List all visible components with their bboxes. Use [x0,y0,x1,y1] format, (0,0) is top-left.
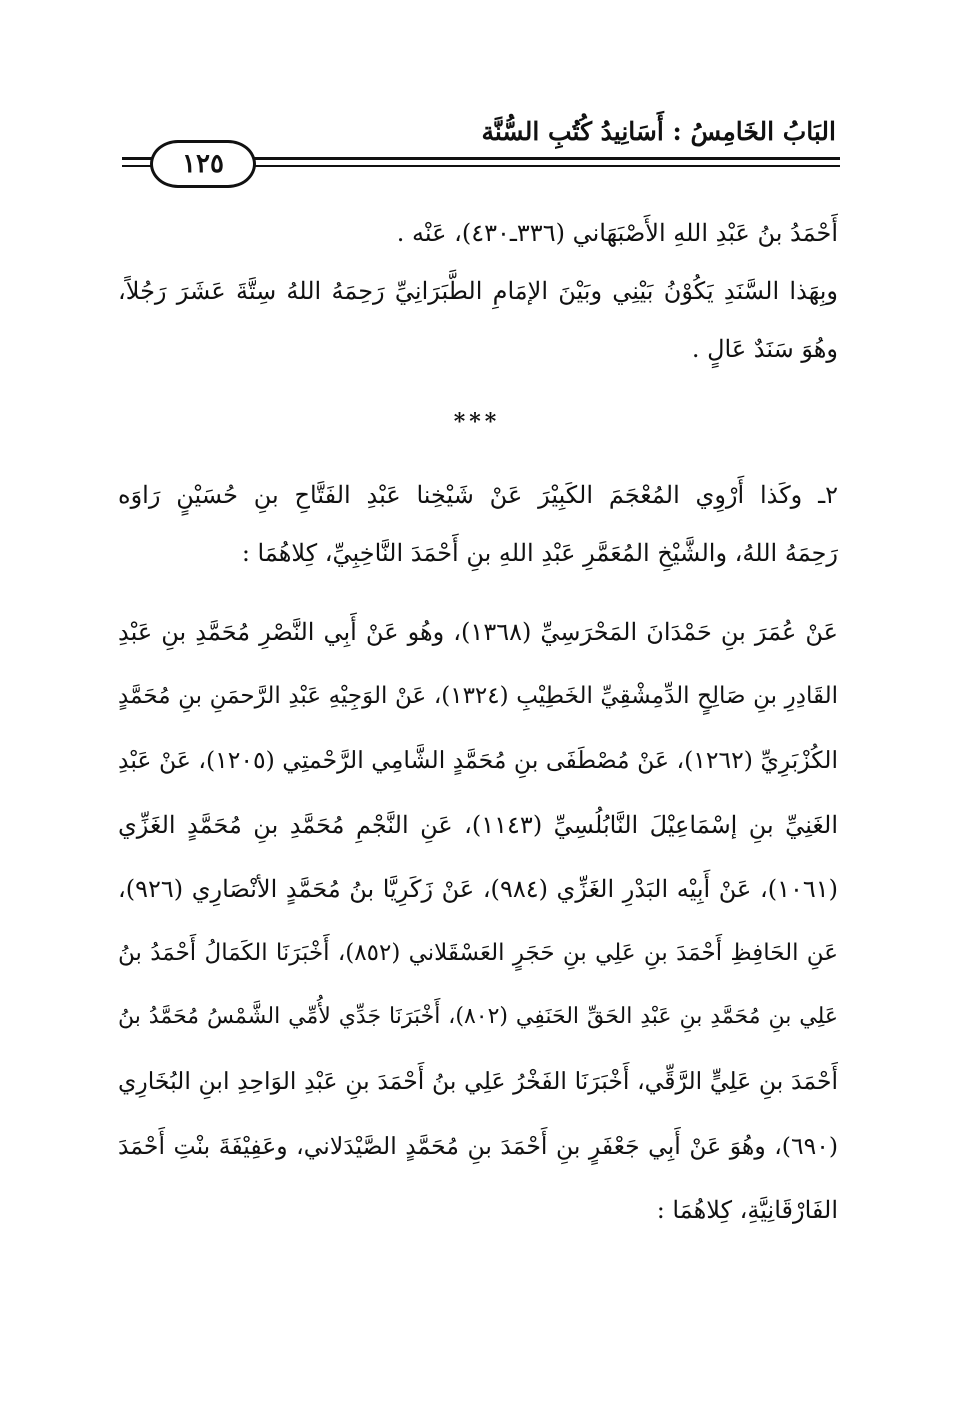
text-line: الفَارْقَانِيَّةِ، كِلاهُمَا : [656,1195,838,1224]
text-line: وبِهَذا السَّنَدِ يَكُوْنُ بَيْنِي وبَيْنَ الإمَامِ الطَّبَرَانِيِّ رَحِمَهُ اللهُ سِتَّةَ عَشَرَ رَجُلاً، [118,277,838,305]
text-line: الكُزْبَرِيِّ (١٢٦٢)، عَنْ مُصْطَفَى بنِ مُحَمَّدٍ الشَّامِي الرَّحْمتِي (١٢٠٥)، عَنْ عَبْدِ [118,746,838,775]
running-title: البَابُ الخَامِسُ : أَسَانِيدُ كُتُبِ السُّنَّة [481,117,836,146]
text-line: (٦٩٠)، وهُوَ عَنْ أَبِي جَعْفَرٍ بنِ أَحْمَدَ بنِ مُحَمَّدٍ الصَّيْدَلاني، وعَفِيْفَةَ بنْتِ أَحْمَدَ [118,1131,838,1160]
text-line: عَنِ الحَافِظِ أَحْمَدَ بنِ عَلِي بنِ حَجَرٍ العَسْقَلاني (٨٥٢)، أَخْبَرَنَا الكَمَالُ أَحْمَدُ بنُ [118,939,838,966]
page-number: ١٢٥ [182,149,224,179]
text-line: رَحِمَهُ اللهُ، والشَّيْخِ المُعَمَّرِ عَبْدِ اللهِ بنِ أَحْمَدَ النَّاخِبِيِّ، كِلاهُمَا : [241,539,838,567]
text-line: القَادِرِ بنِ صَالِحٍ الدِّمِشْقِيِّ الخَطِيْبِ (١٣٢٤)، عَنْ الوَجِيْهِ عَبْدِ الرَّحمَنِ بنِ مُحَمَّدٍ [118,683,838,710]
text-line: الغَنِيِّ بنِ إسْمَاعِيْلَ النَّابُلُسِيِّ (١١٤٣)، عَنِ النَّجْمِ مُحَمَّدِ بنِ مُحَمَّدٍ الغَزِّي [118,810,838,839]
text-line: عَنْ عُمَرَ بنِ حَمْدَانَ المَحْرَسِيِّ (١٣٦٨)، وهُو عَنْ أَبِي النَّصْرِ مُحَمَّدِ بنِ عَبْدِ [118,618,838,646]
paragraph-item-2 [118,466,838,582]
section-separator: *** [453,409,501,435]
text-line: (١٠٦١)، عَنْ أَبِيْه البَدْرِ الغَزِّي (٩٨٤)، عَنْ زَكَرِيَّا بنُ مُحَمَّدٍ الأنْصَارِي (٩٢٦)، [118,874,838,903]
text-line: وهُوَ سَنَدٌ عَالٍ . [691,335,838,363]
text-line: عَلِي بنِ مُحَمَّدِ بنِ عَبْدِ الحَقِّ الحَنَفِي (٨٠٢)، أَخْبَرَنَا جَدِّي لأُمِّي الشَّمْسُ مُحَمَّدُ بنُ [118,1004,838,1030]
page-number-badge [150,140,256,188]
text-line: أَحْمَدَ بنِ عَلِيٍّ الرَّقِّي، أَخْبَرَنَا الفَخْرُ عَلِي بنُ أَحْمَدَ بنِ عَبْدِ الوَاحِدِ ابنِ البُخَارِي [118,1067,838,1096]
text-line: ٢ـ وكَذا أَرْوِي المُعْجَمَ الكَبِيْرَ عَنْ شَيْخِنا عَبْدِ الفَتَّاحِ بنِ حُسَيْنٍ رَاوَه [118,481,838,509]
text-line: أَحْمَدُ بنُ عَبْدِ اللهِ الأَصْبَهَاني (٣٣٦ـ٤٣٠)، عَنْه . [396,219,838,247]
paragraph-continuation [118,204,838,378]
paragraph-isnad-chain [118,600,838,1242]
